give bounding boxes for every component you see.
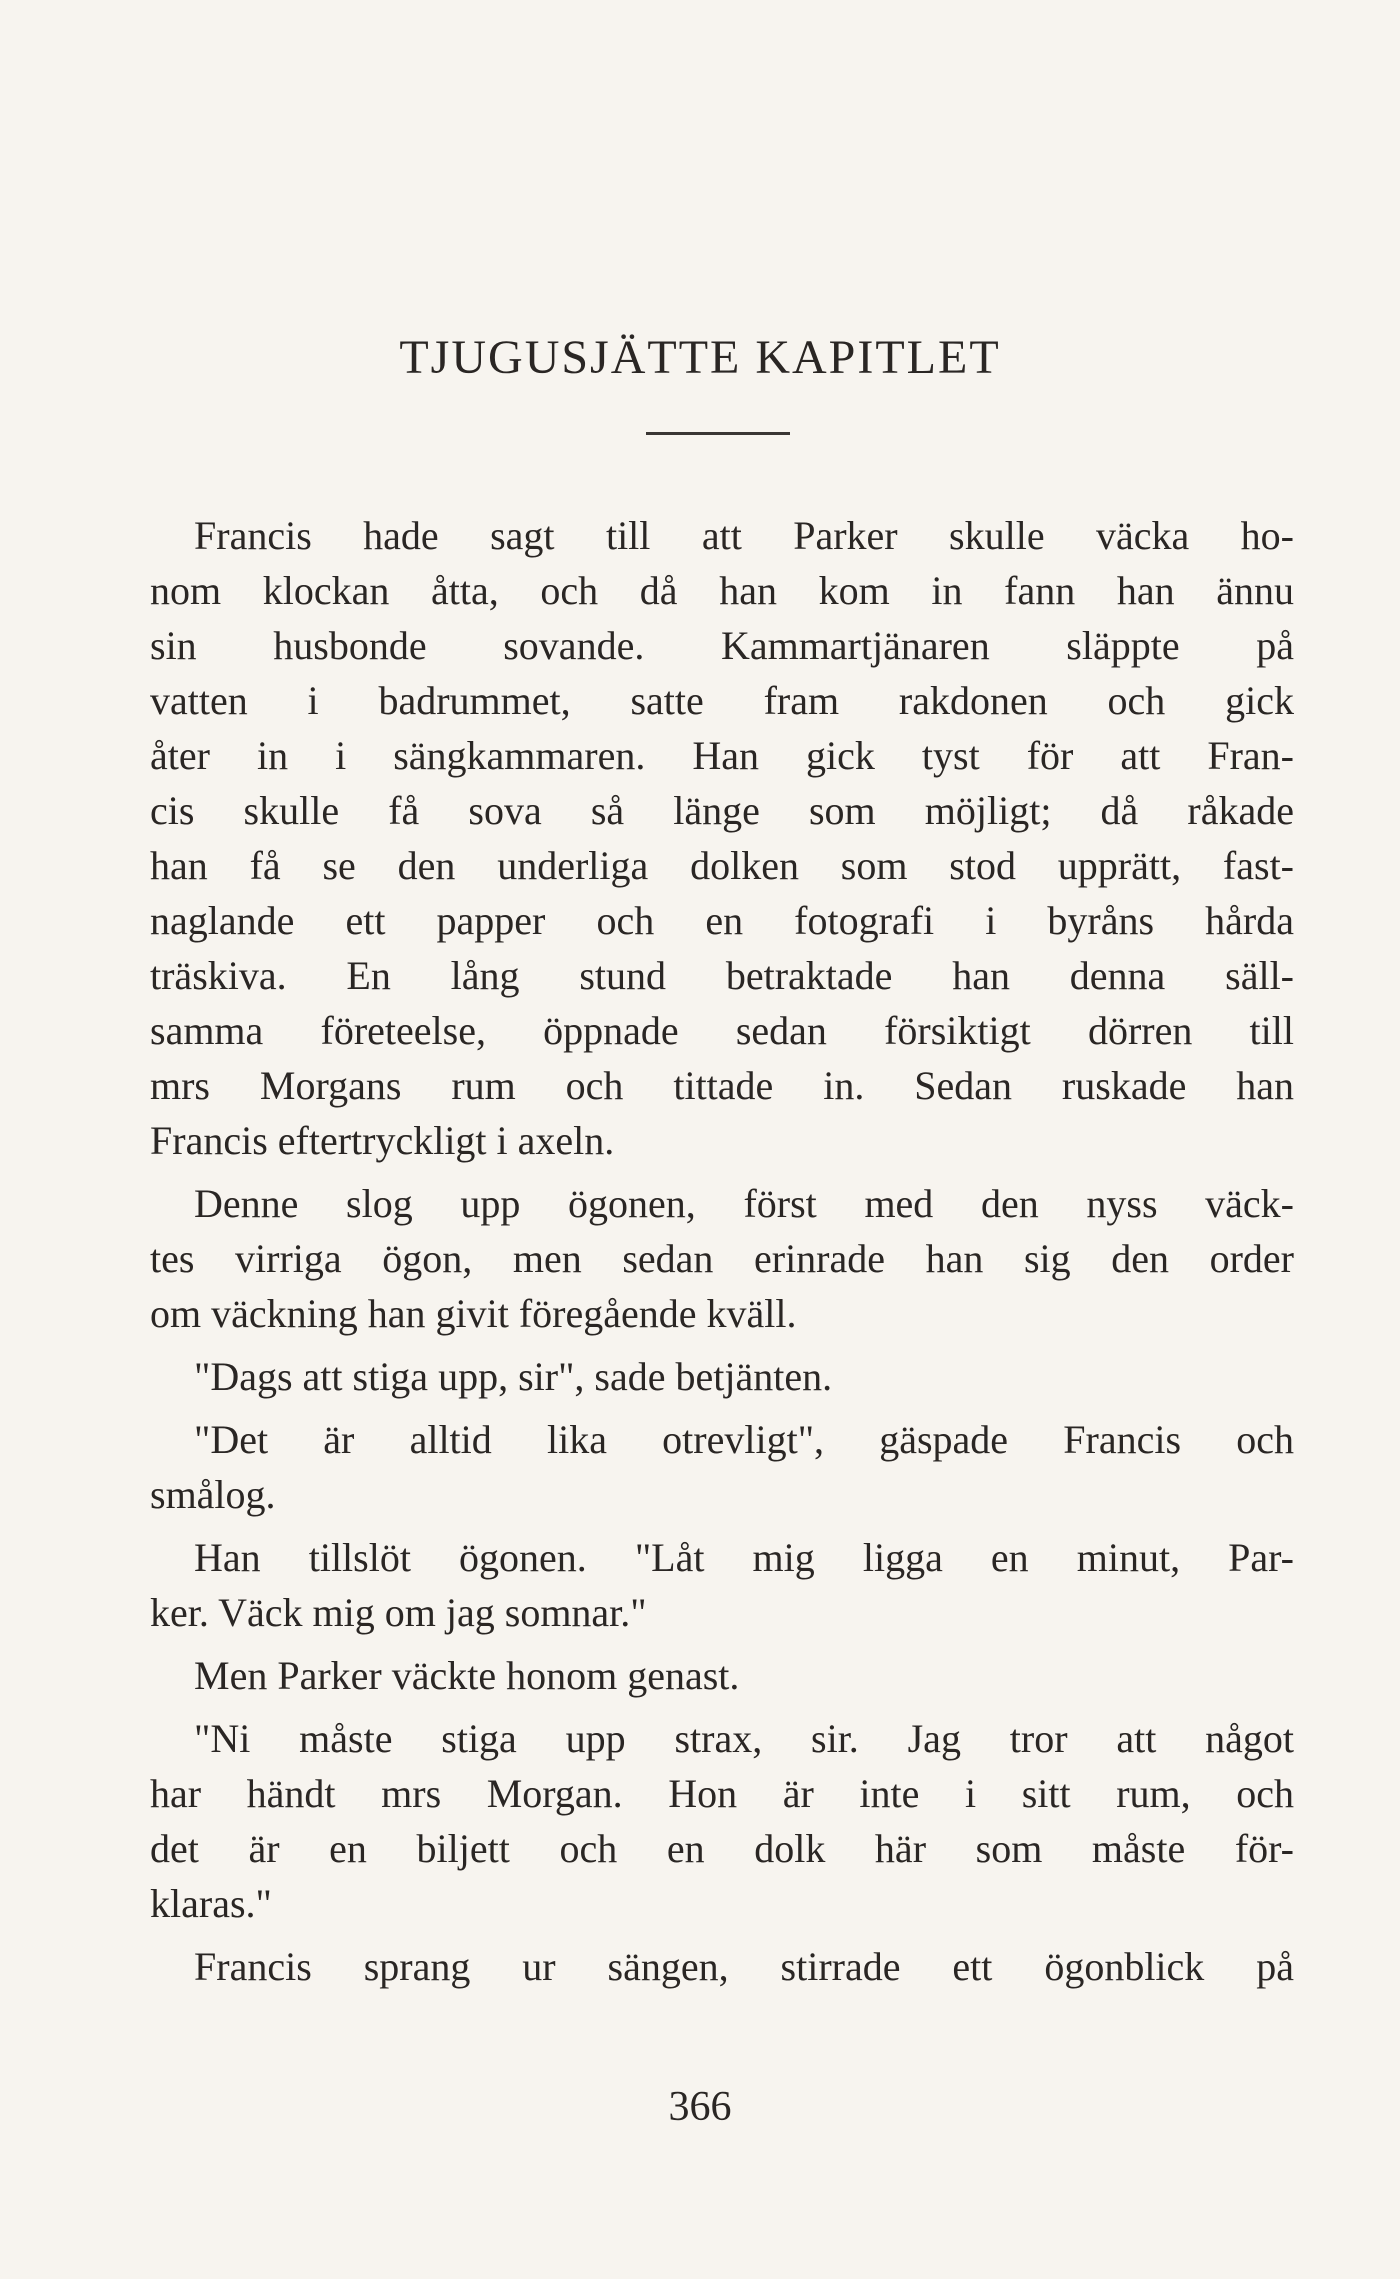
- text-line: samma företeelse, öppnade sedan försiktigt dörren till: [150, 1008, 1294, 1053]
- text-line: "Dags att stiga upp, sir", sade betjänten.: [194, 1354, 833, 1399]
- text-line: åter in i sängkammaren. Han gick tyst för att Fran-: [150, 733, 1294, 778]
- text-line: Han tillslöt ögonen. "Låt mig ligga en minut, Par-: [194, 1535, 1294, 1580]
- text-line: har händt mrs Morgan. Hon är inte i sitt rum, och: [150, 1771, 1294, 1816]
- text-line: cis skulle få sova så länge som möjligt; då råkade: [150, 788, 1294, 833]
- paragraph: [150, 508, 1294, 1168]
- text-line: "Ni måste stiga upp strax, sir. Jag tror att något: [194, 1716, 1294, 1761]
- text-line: mrs Morgans rum och tittade in. Sedan ruskade han: [150, 1063, 1294, 1108]
- text-line: vatten i badrummet, satte fram rakdonen och gick: [150, 678, 1294, 723]
- paragraph: [150, 1412, 1294, 1522]
- text-line: det är en biljett och en dolk här som måste för-: [150, 1826, 1294, 1871]
- text-line: Francis sprang ur sängen, stirrade ett ögonblick på: [194, 1944, 1294, 1989]
- text-line: han få se den underliga dolken som stod upprätt, fast-: [150, 843, 1294, 888]
- text-line: Francis eftertryckligt i axeln.: [150, 1118, 615, 1163]
- text-line: naglande ett papper och en fotografi i byråns hårda: [150, 898, 1294, 943]
- text-line: sin husbonde sovande. Kammartjänaren släppte på: [150, 623, 1294, 668]
- paragraph: [150, 1530, 1294, 1640]
- paragraph: [150, 1711, 1294, 1931]
- text-line: "Det är alltid lika otrevligt", gäspade Francis och: [194, 1417, 1294, 1462]
- text-line: smålog.: [150, 1472, 276, 1517]
- paragraph: [150, 1349, 1294, 1404]
- text-line: träskiva. En lång stund betraktade han denna säll-: [150, 953, 1294, 998]
- text-line: om väckning han givit föregående kväll.: [150, 1291, 797, 1336]
- text-line: Men Parker väckte honom genast.: [194, 1653, 740, 1698]
- paragraph: [150, 1648, 1294, 1703]
- text-line: klaras.": [150, 1881, 272, 1926]
- text-body: [150, 508, 1294, 1994]
- page-number: 366: [668, 2084, 732, 2130]
- chapter-title: TJUGUSJÄTTE KAPITLET: [399, 331, 1001, 384]
- paragraph: [150, 1176, 1294, 1341]
- text-line: nom klockan åtta, och då han kom in fann han ännu: [150, 568, 1294, 613]
- paragraph: [150, 1939, 1294, 1994]
- text-line: Francis hade sagt till att Parker skulle väcka ho-: [194, 513, 1294, 558]
- text-line: tes virriga ögon, men sedan erinrade han sig den order: [150, 1236, 1294, 1281]
- text-line: ker. Väck mig om jag somnar.": [150, 1590, 647, 1635]
- title-divider: [646, 432, 790, 435]
- text-line: Denne slog upp ögonen, först med den nyss väck-: [194, 1181, 1294, 1226]
